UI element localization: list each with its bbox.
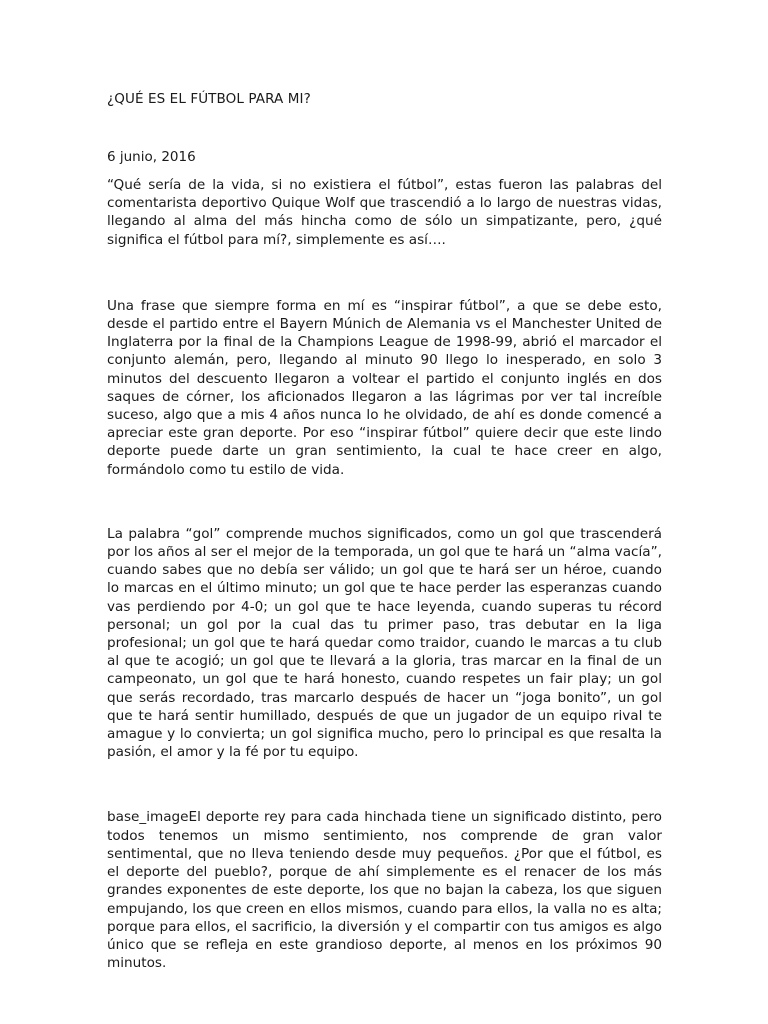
document-title: ¿QUÉ ES EL FÚTBOL PARA MI? xyxy=(107,91,311,107)
document-page xyxy=(107,90,662,972)
paragraph-inspirar-futbol: Una frase que siempre forma en mí es “inspirar fútbol”, a que se debe esto, desde el partido entre el Bayern Múnich de Alemania vs el Manchester United de Inglaterra por la final de la Champions League de 1998-99, abrió el marcador el conjunto alemán, pero, llegando al minuto 90 llego lo inesperado, en solo 3 minutos del descuento llegaron a voltear el partido el conjunto inglés en dos saques de córner, los aficionados llegaron a las lágrimas por ver tal increíble suceso, algo que a mis 4 años nunca lo he olvidado, de ahí es donde comencé a apreciar este gran deporte. Por eso “inspirar fútbol” quiere decir que este lindo deporte puede darte un gran sentimiento, la cual te hace creer en algo, formándolo como tu estilo de vida. xyxy=(107,297,662,478)
paragraph-deporte-rey: base_imageEl deporte rey para cada hinchada tiene un significado distinto, pero todos tenemos un mismo sentimiento, nos comprende de gran valor sentimental, que no lleva teniendo desde muy pequeños. ¿Por que el fútbol, es el deporte del pueblo?, porque de ahí simplemente es el renacer de los más grandes exponentes de este deporte, los que no bajan la cabeza, los que siguen empujando, los que creen en ellos mismos, cuando para ellos, la valla no es alta; porque para ellos, el sacrificio, la diversión y el compartir con tus amigos es algo único que se refleja en este grandioso deporte, al menos en los próximos 90 minutos. xyxy=(107,809,662,972)
document-date: 6 junio, 2016 xyxy=(107,149,196,165)
paragraph-intro: “Qué sería de la vida, si no existiera el fútbol”, estas fueron las palabras del comentarista deportivo Quique Wolf que trascendió a lo largo de nuestras vidas, llegando al alma del más hincha como de sólo un simpatizante, pero, ¿qué significa el fútbol para mí?, simplemente es así…. xyxy=(107,177,662,248)
paragraph-gol: La palabra “gol” comprende muchos significados, como un gol que trascenderá por los años al ser el mejor de la temporada, un gol que te hará un “alma vacía”, cuando sabes que no debía ser válido; un gol que te hará ser un héroe, cuando lo marcas en el último minuto; un gol que te hace perder las esperanzas cuando vas perdiendo por 4-0; un gol que te hace leyenda, cuando superas tu récord personal; un gol por la cual das tu primer paso, tras debutar en la liga profesional; un gol que te hará quedar como traidor, cuando le marcas a tu club al que te acogió; un gol que te llevará a la gloria, tras marcar en la final de un campeonato, un gol que te hará honesto, cuando respetes un fair play; un gol que serás recordado, tras marcarlo después de hacer un “joga bonito”, un gol que te hará sentir humillado, después de que un jugador de un equipo rival te amague y lo convierta; un gol significa mucho, pero lo principal es que resalta la pasión, el amor y la fé por tu equipo. xyxy=(107,525,662,761)
